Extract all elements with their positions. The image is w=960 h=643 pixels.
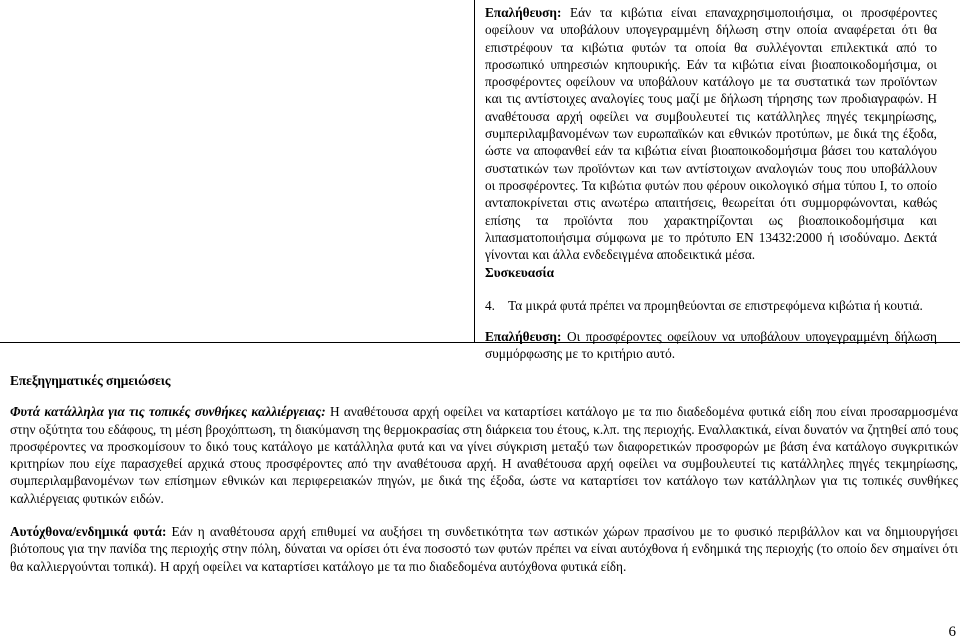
item-number: 4.: [485, 297, 495, 313]
verification2-label: Επαλήθευση:: [485, 329, 562, 345]
item-text: Τα μικρά φυτά πρέπει να προμηθεύονται σε επιστρεφόμενα κιβώτια ή κουτιά.: [508, 297, 923, 313]
verification2-text: Οι προσφέροντες οφείλουν να υποβάλουν υπογεγραμμένη δήλωση συμμόρφωσης με το κριτήριο αυτό.: [485, 329, 937, 362]
page-number: 6: [948, 624, 956, 640]
p2-text: Εάν η αναθέτουσα αρχή επιθυμεί να αυξήσει τη συνδετικότητα των αστικών χώρων πρασίνου με το φυσικό περιβάλλον και να δημιουργήσει βιότοπους για την πανίδα της περιοχής στην πόλη, δύναται να ορίσει ότι ένα ποσοστό των φυτών πρέπει να είναι αυτόχθονα ή ενδημικά της περιοχής (το οποίο δεν σημαίνει ότι θα καλλιεργούνται τοπικά). Η αρχή οφείλει να καταρτίσει κατάλογο με τα πιο διαδεδομένα αυτόχθονα φυτικά είδη.: [10, 524, 958, 574]
notes-heading: Επεξηγηματικές σημειώσεις: [10, 373, 171, 388]
p1-text: Η αναθέτουσα αρχή οφείλει να καταρτίσει κατάλογο με τα πιο διαδεδομένα φυτικά είδη που είναι προσαρμοσμένα στην οξύτητα του εδάφους, τη μέση βροχόπτωση, τη διακύμανση της θερμοκρασίας στη διάρκεια του έτους, κ.λπ. της περιοχής. Εναλλακτικά, είναι δυνατόν να ζητηθεί από τους προσφέροντες να προσκομίσουν το δικό τους κατάλογο με κατάλληλα φυτά και να γίνει σύγκριση μεταξύ των διαφορετικών προσφορών με βάση ένα κατάλογο συγκριτικών κριτηρίων που είχε παρασχεθεί αρχικά στους προσφέροντες από την αναθέτουσα αρχή. Η αναθέτουσα αρχή οφείλει να συμβουλευτεί τις κατάλληλες πηγές τεκμηρίωσης, συμπεριλαμβανομένων των επίσημων εθνικών και περιφερειακών πηγών, με δικά της έξοδα, ώστε να καταρτίσει τον κατάλογο των κατάλληλων για τις τοπικές συνθήκες καλλιέργειας φυτικών ειδών.: [10, 404, 958, 506]
cell-content: [485, 4, 937, 363]
criterion-item: [485, 297, 937, 314]
notes-paragraph-native-plants: [10, 523, 958, 575]
p1-label: Φυτά κατάλληλα για τις τοπικές συνθήκες καλλιέργειας:: [10, 404, 326, 420]
verification-text: Εάν τα κιβώτια είναι επαναχρησιμοποιήσιμα, οι προσφέροντες οφείλουν να υποβάλουν υπογεγραμμένη δήλωση στην οποία αναφέρεται ότι θα επιστρέφουν τα κιβώτια φυτών τα οποία θα συλλέγονται επιλεκτικά από το προσωπικό υπηρεσιών κηπουρικής. Εάν τα κιβώτια είναι βιοαποικοδομήσιμα, οι προσφέροντες οφείλουν να υποβάλουν κατάλογο με τα συστατικά των προϊόντων και τις αντίστοιχες αναλογίες τους μαζί με δήλωση τήρησης των προδιαγραφών. Η αναθέτουσα αρχή οφείλει να συμβουλευτεί τις κατάλληλες πηγές τεκμηρίωσης, συμπεριλαμβανομένων των ευρωπαϊκών και εθνικών προτύπων, με δικά της έξοδα, ώστε να αποφανθεί εάν τα κιβώτια είναι βιοαποικοδομήσιμα βάσει του καταλόγου συστατικών των προϊόντων και των αντίστοιχων αναλογιών τους που υποβάλλουν οι προσφέροντες. Τα κιβώτια φυτών που φέρουν οικολογικό σήμα τύπου I, το οποίο ανταποκρίνεται στις ανωτέρω απαιτήσεις, θεωρείται ότι συμμορφώνονται, καθώς επίσης τα προϊόντα που χαρακτηρίζονται ως βιοαποικοδομήσιμα και λιπασματοποιήσιμα σύμφωνα με το πρότυπο EN 13432:2000 ή ισοδύναμο. Δεκτά γίνονται και άλλα ενδεδειγμένα αποδεικτικά μέσα.: [485, 5, 937, 263]
verification-paragraph: [485, 4, 937, 263]
table-right-cell: [475, 0, 960, 362]
verification-label: Επαλήθευση:: [485, 5, 562, 20]
table-left-cell: [0, 0, 475, 343]
p2-label: Αυτόχθονα/ενδημικά φυτά:: [10, 524, 167, 540]
explanatory-notes: [10, 372, 958, 591]
verification2-paragraph: [485, 328, 937, 363]
notes-paragraph-local-plants: [10, 403, 958, 507]
packaging-heading: Συσκευασία: [485, 265, 554, 281]
